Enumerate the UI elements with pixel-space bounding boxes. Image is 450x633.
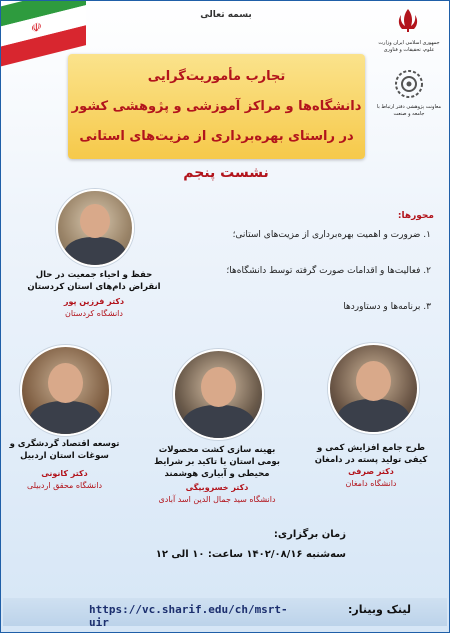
session-title: نشست پنجم bbox=[183, 165, 269, 181]
time-value: سه‌شنبه ۱۴۰۲/۰۸/۱۶ ساعت: ۱۰ الی ۱۲ bbox=[155, 549, 346, 560]
speaker-name: دکتر صرفی bbox=[348, 467, 394, 476]
speaker-photo-right bbox=[328, 343, 419, 434]
speaker-topic: توسعه اقتصاد گردشگری و سوغات استان اردبیل bbox=[9, 439, 120, 461]
iran-emblem-icon bbox=[393, 6, 423, 36]
speaker-university: دانشگاه کردستان bbox=[65, 309, 123, 318]
speaker-university: دانشگاه محقق اردبیلی bbox=[26, 481, 103, 490]
research-deputy-logo-icon bbox=[393, 68, 425, 100]
axis-item: ۳. برنامه‌ها و دستاوردها bbox=[343, 302, 431, 312]
speaker-photo-left bbox=[20, 345, 111, 436]
iran-flag-icon: ☫ bbox=[0, 0, 86, 71]
title-line-3: در راستای بهره‌برداری از مزیت‌های استانی bbox=[79, 129, 354, 144]
title-banner bbox=[68, 54, 365, 159]
speaker-university: دانشگاه دامغان bbox=[345, 479, 397, 488]
speaker-topic: بهینه سازی کشت محصولات بومی استان با تاکید بر شرایط محیطی و آبیاری هوشمند bbox=[154, 445, 280, 479]
speaker-topic: طرح جامع افزایش کمی و کیفی تولید پسته در دامغان bbox=[314, 443, 428, 465]
axes-heading: محورها: bbox=[397, 211, 434, 221]
speaker-name: دکتر خسروبیگی bbox=[185, 483, 249, 492]
speaker-name: دکتر فرزین پور bbox=[63, 297, 125, 306]
webinar-link-label: لینک وبینار: bbox=[347, 603, 411, 616]
axis-item: ۲. فعالیت‌ها و اقدامات صورت گرفته توسط دانشگاه‌ها؛ bbox=[226, 266, 431, 276]
webinar-link[interactable]: https://vc.sharif.edu/ch/msrt-uir bbox=[89, 603, 288, 629]
title-line-1: تجارب مأموریت‌گرایی bbox=[147, 69, 286, 84]
speaker-topic: حفظ و احیاء جمعیت در حال انقراض دام‌های استان کردستان bbox=[27, 270, 161, 292]
speaker-photo-main bbox=[56, 189, 134, 267]
speaker-photo-middle bbox=[173, 349, 264, 440]
title-line-2: دانشگاه‌ها و مراکز آموزشی و پژوهشی کشور bbox=[71, 99, 362, 114]
time-label: زمان برگزاری: bbox=[273, 529, 346, 540]
deputy-caption: معاونت پژوهشی دفتر ارتباط با جامعه و صنعت bbox=[376, 104, 442, 117]
axis-item: ۱. ضرورت و اهمیت بهره‌برداری از مزیت‌های استانی؛ bbox=[232, 230, 431, 240]
speaker-university: دانشگاه سید جمال الدین اسد آبادی bbox=[158, 495, 276, 504]
basmala-text: بسمه تعالی bbox=[200, 10, 252, 20]
ministry-caption: جمهوری اسلامی ایران وزارت علوم، تحقیقات و فناوری bbox=[378, 40, 440, 53]
speaker-name: دکتر کانونی bbox=[41, 469, 88, 478]
